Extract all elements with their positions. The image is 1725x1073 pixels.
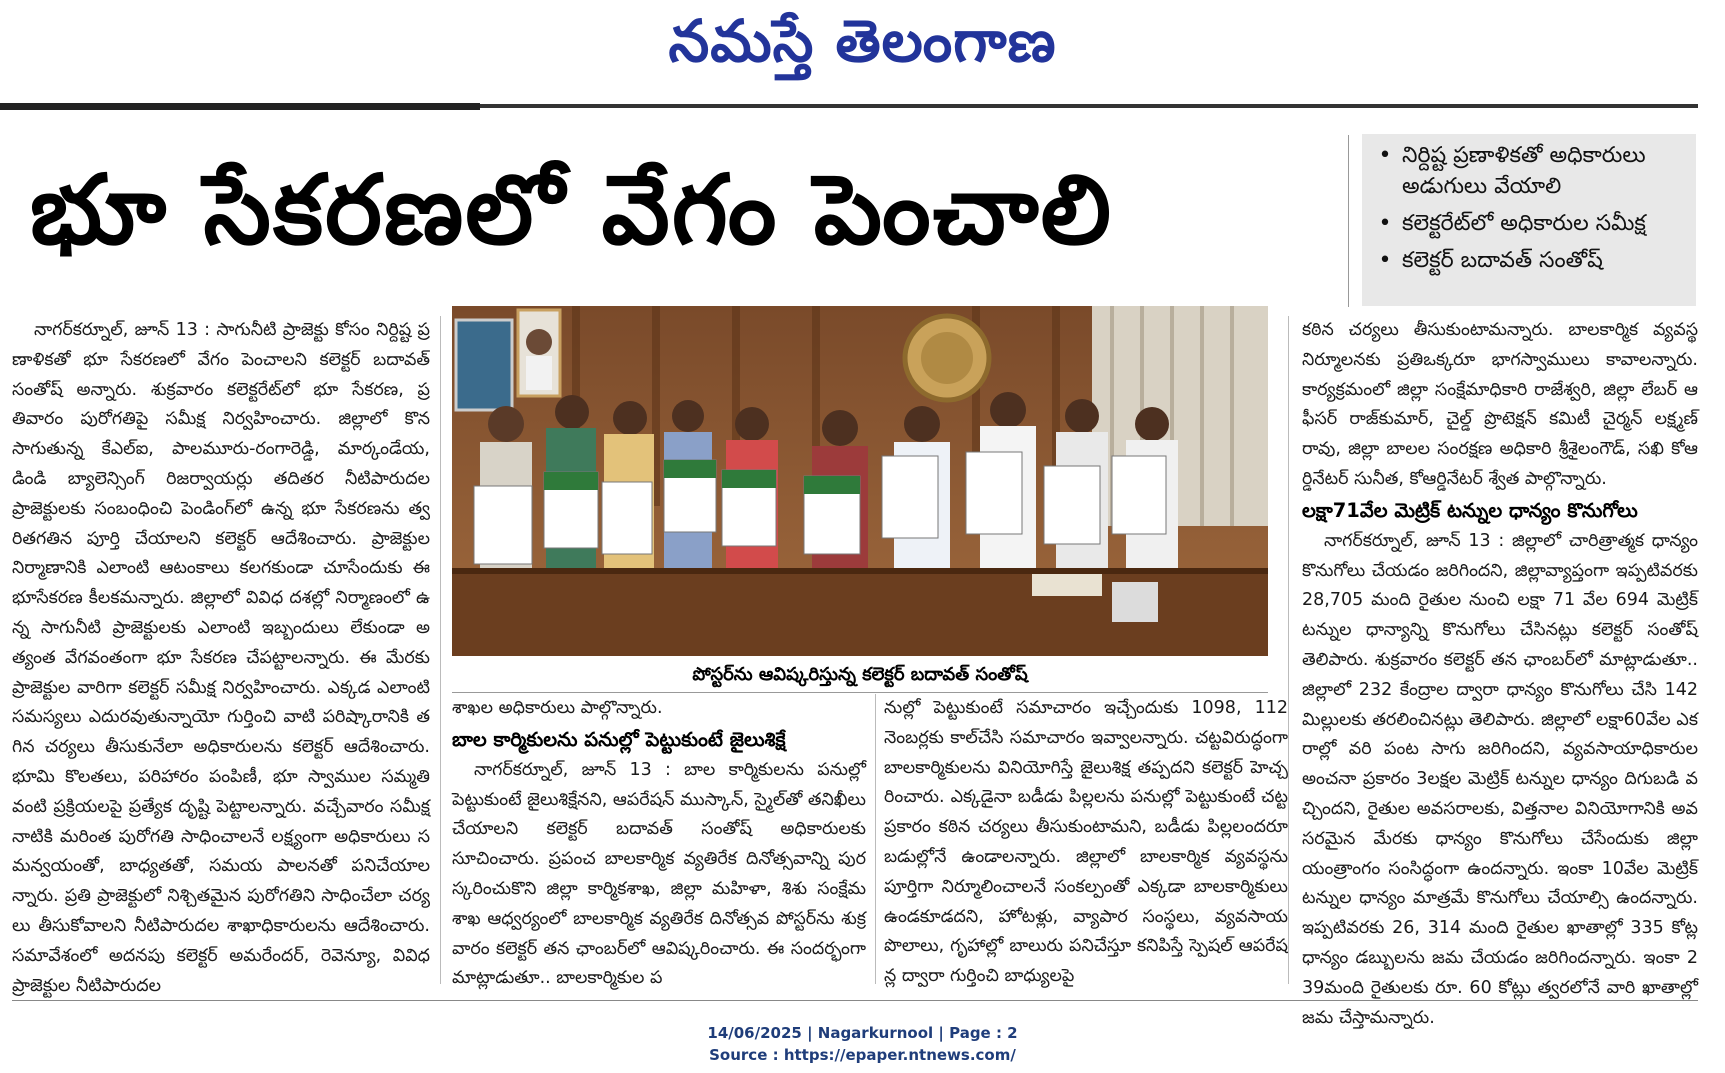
article-paragraph: నాగర్‌కర్నూల్, జూన్ 13 : సాగునీటి ప్రాజెక్టు కోసం నిర్దిష్ట ప్రణాళికతో భూ సేకరణలో వేగం పెంచాలని కలెక్టర్ బదావత్ సంతోష్ అన్నారు. శుక్రవారం కలెక్టరేట్‌లో భూ సేకరణ, ప్రతివారం పురోగతిపై సమీక్ష నిర్వహించారు. జిల్లాలో కొనసాగుతున్న కేఎల్ఐ, పాలమూరు-రంగారెడ్డి, మార్కండేయ, డిండి బ్యాలెన్సింగ్ రిజర్వాయర్లు తదితర నీటిపారుదల ప్రాజెక్టులకు సంబంధించి పెండింగ్‌లో ఉన్న భూ సేకరణను త్వరితగతిన పూర్తి చేయాలని కలెక్టర్ ఆదేశించారు. ప్రాజెక్టుల నిర్మాణానికి ఎలాంటి ఆటంకాలు కలగకుండా చూసేందుకు ఈ భూసేకరణ కీలకమన్నారు. జిల్లాలో వివిధ దశల్లో నిర్మాణంలో ఉన్న సాగునీటి ప్రాజెక్టులకు ఎలాంటి ఇబ్బందులు లేకుండా అత్యంత వేగవంతంగా భూ సేకరణ చేపట్టాలన్నారు. ఈ మేరకు ప్రాజెక్టుల వారిగా కలెక్టర్ సమీక్ష నిర్వహించారు. ఎక్కడ ఎలాంటి సమస్యలు ఎదురవుతున్నాయో గుర్తించి వాటి పరిష్కారానికి తగిన చర్యలు తీసుకునేలా అధికారులను కలెక్టర్ ఆదేశించారు. భూమి కొలతలు, పరిహారం పంపిణీ, భూ స్వాముల సమ్మతి వంటి ప్రక్రియలపై ప్రత్యేక దృష్టి పెట్టాలన్నారు. వచ్చేవారం సమీక్ష నాటికి మరింత పురోగతి సాధించాలనే లక్ష్యంగా అధికారులు సమన్వయంతో, బాధ్యతతో, సమయ పాలనతో పనిచేయాలన్నారు. ప్రతి ప్రాజెక్టులో నిశ్చితమైన పురోగతిని సాధించేలా చర్యలు తీసుకోవాలని నీటిపారుదల శాఖాధికారులను ఆదేశించారు. సమావేశంలో అదనపు కలెక్టర్ అమరేందర్, రెవెన్యూ, వివిధ ప్రాజెక్టుల నీటిపారుదల xyxy=(12,320,430,996)
summary-item-text: కలెక్టరేట్‌లో అధికారుల సమీక్ష xyxy=(1402,211,1646,236)
bullet-icon: • xyxy=(1378,211,1392,236)
summary-item xyxy=(1368,245,1690,276)
section-subhead: లక్షా71వేల మెట్రిక్ టన్నుల ధాన్యం కొనుగోలు xyxy=(1302,498,1638,522)
summary-item-text: కలెక్టర్ బదావత్ సంతోష్ xyxy=(1402,248,1603,273)
summary-item xyxy=(1368,140,1690,202)
caption-rule xyxy=(452,692,1268,693)
article-paragraph: శాఖల అధికారులు పాల్గొన్నారు. xyxy=(452,698,663,718)
article-paragraph: నుల్లో పెట్టుకుంటే సమాచారం ఇచ్చేందుకు 1098, 112 నెంబర్లకు కాల్‌చేసి సమాచారం ఇవ్వాలన్నారు. చట్టవిరుద్ధంగా బాలకార్మికులను వినియోగిస్తే జైలుశిక్ష తప్పదని కలెక్టర్ హెచ్చరించారు. ఎక్కడైనా బడీడు పిల్లలను పనుల్లో పెట్టుకుంటే చట్టప్రకారం కఠిన చర్యలు తీసుకుంటామని, బడీడు పిల్లలందరూ బడుల్లోనే ఉండాలన్నారు. జిల్లాలో బాలకార్మిక వ్యవస్థను పూర్తిగా నిర్మూలించాలనే సంకల్పంతో ఎక్కడా బాలకార్మికులు ఉండకూడదని, హోటళ్లు, వ్యాపార సంస్థలు, వ్యవసాయ పొలాలు, గృహాల్లో బాలురు పనిచేస్తూ కనిపిస్తే స్పెషల్ ఆపరేషన్ల ద్వారా గుర్తించి బాధ్యులపై xyxy=(884,698,1288,987)
photo-illustration xyxy=(452,306,1268,656)
article-headline: భూ సేకరణలో వేగం పెంచాలి xyxy=(30,154,1113,266)
header-rule-accent xyxy=(0,103,480,110)
article-photo xyxy=(452,306,1268,656)
column-divider xyxy=(875,694,876,984)
bullet-icon: • xyxy=(1378,143,1392,168)
bullet-icon: • xyxy=(1378,248,1392,273)
article-paragraph: నాగర్‌కర్నూల్, జూన్ 13 : బాల కార్మికులను పనుల్లో పెట్టుకుంటే జైలుశిక్షేనని, ఆపరేషన్ ముస్కాన్, స్మైల్‌తో తనిఖీలు చేయాలని కలెక్టర్ బదావత్ సంతోష్ అధికారులకు సూచించారు. ప్రపంచ బాలకార్మిక వ్యతిరేక దినోత్సవాన్ని పురస్కరించుకొని జిల్లా కార్మికశాఖ, జిల్లా మహిళా, శిశు సంక్షేమశాఖ ఆధ్వర్యంలో బాలకార్మిక వ్యతిరేక దినోత్సవ పోస్టర్‌ను శుక్రవారం కలెక్టర్ తన ఛాంబర్‌లో ఆవిష్కరించారు. ఈ సందర్భంగా మాట్లాడుతూ.. బాలకార్మికుల ప xyxy=(452,759,866,989)
article-column-right xyxy=(1302,316,1698,1028)
section-subhead: బాల కార్మికులను పనుల్లో పెట్టుకుంటే జైలుశిక్షే xyxy=(452,727,786,751)
page-footer xyxy=(0,1022,1725,1066)
footer-source-link[interactable]: Source : https://epaper.ntnews.com/ xyxy=(709,1046,1016,1064)
article-column-left xyxy=(12,316,430,996)
column-divider xyxy=(1288,316,1289,984)
summary-item-text: నిర్దిష్ట ప్రణాళికతో అధికారులు అడుగులు వేయాలి xyxy=(1402,143,1646,199)
photo-caption: పోస్టర్‌ను ఆవిష్కరిస్తున్న కలెక్టర్ బదావత్ సంతోష్ xyxy=(692,664,1028,685)
article-paragraph: నాగర్‌కర్నూల్, జూన్ 13 : జిల్లాలో చారిత్రాత్మక ధాన్యం కొనుగోలు చేయడం జరిగిందని, జిల్లావ్యాప్తంగా ఇప్పటివరకు 28,705 మంది రైతుల నుంచి లక్షా 71 వేల 694 మెట్రిక్ టన్నుల ధాన్యాన్ని కొనుగోలు చేసినట్లు కలెక్టర్ సంతోష్ తెలిపారు. శుక్రవారం కలెక్టర్ తన ఛాంబర్‌లో మాట్లాడుతూ.. జిల్లాలో 232 కేంద్రాల ద్వారా ధాన్యం కొనుగోలు చేసి 142 మిల్లులకు తరలించినట్లు తెలిపారు. జిల్లాలో లక్షా60వేల ఎకరాల్లో వరి పంట సాగు జరిగిందని, వ్యవసాయాధికారుల అంచనా ప్రకారం 3లక్షల మెట్రిక్ టన్నుల ధాన్యం దిగుబడి వచ్చిందని, రైతుల అవసరాలకు, విత్తనాల వినియోగానికి అవసరమైన మేరకు ధాన్యం కొనుగోలు చేసేందుకు జిల్లా యంత్రాంగం సంసిద్ధంగా ఉందన్నారు. ఇంకా 10వేల మెట్రిక్ టన్నుల ధాన్యం మాత్రమే కొనుగోలు చేయాల్సి ఉందన్నారు. ఇప్పటివరకు 26, 314 మంది రైతుల ఖాతాల్లో 335 కోట్ల ధాన్యం డబ్బులను జమ చేయడం జరిగిందన్నారు. ఇంకా 239మంది రైతులకు రూ. 60 కోట్లు త్వరలోనే వారి ఖాతాల్లో జమ చేస్తామన్నారు. xyxy=(1302,530,1698,1028)
article-column-middle-1 xyxy=(452,694,866,989)
newspaper-masthead: నమస్తే తెలంగాణ xyxy=(668,7,1057,75)
headline-divider xyxy=(1348,135,1349,307)
footer-date-line: 14/06/2025 | Nagarkurnool | Page : 2 xyxy=(707,1024,1018,1042)
summary-item xyxy=(1368,208,1690,239)
summary-box xyxy=(1362,134,1696,306)
footer-rule xyxy=(12,1000,1698,1001)
article-paragraph: కఠిన చర్యలు తీసుకుంటామన్నారు. బాలకార్మిక వ్యవస్థ నిర్మూలనకు ప్రతిఒక్కరూ భాగస్వాములు కావాలన్నారు. కార్యక్రమంలో జిల్లా సంక్షేమాధికారి రాజేశ్వరి, జిల్లా లేబర్ ఆఫీసర్ రాజ్‌కుమార్, చైల్డ్ ప్రొటెక్షన్ కమిటీ చైర్మన్ లక్ష్మణ్ రావు, జిల్లా బాలల సంరక్షణ అధికారి శ్రీశైలంగౌడ్, సఖి కోఆర్డినేటర్ సునీత, కోఆర్డినేటర్ శ్వేత పాల్గొన్నారు. xyxy=(1302,320,1698,489)
article-column-middle-2 xyxy=(884,694,1288,987)
column-divider xyxy=(440,316,441,984)
